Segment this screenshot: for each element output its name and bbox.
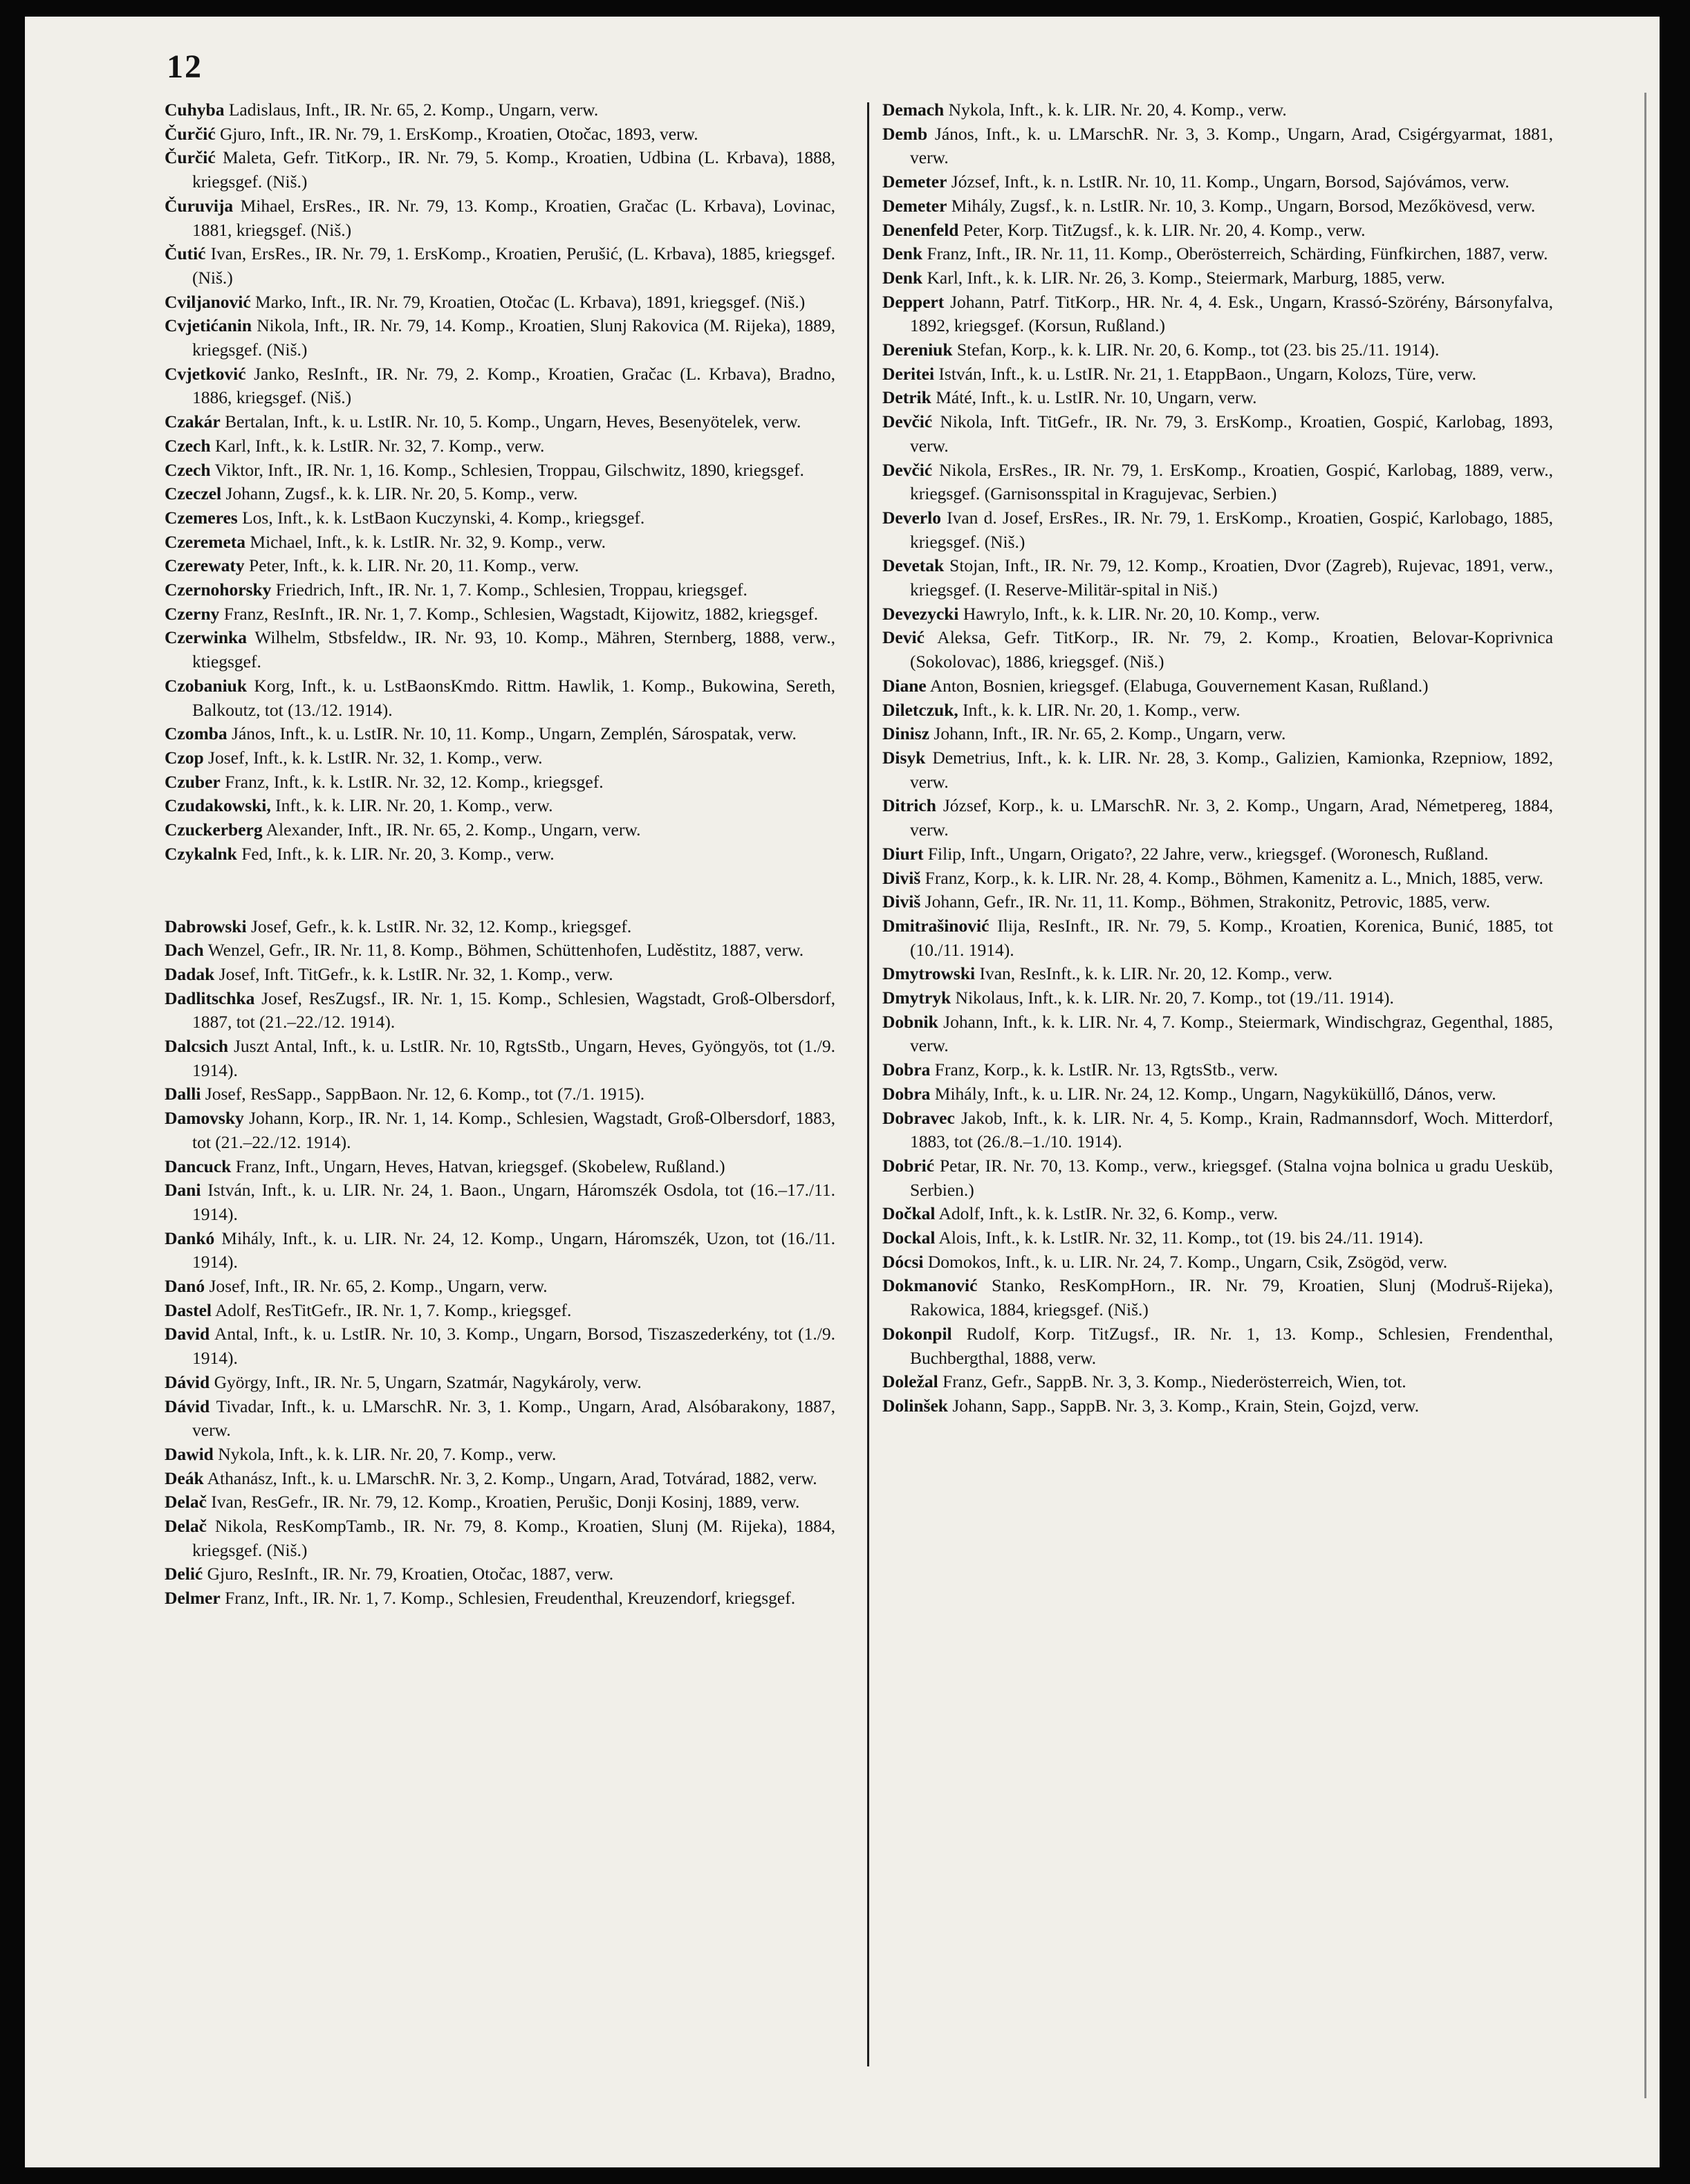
entry-surname: Czobaniuk [165,675,248,696]
entry-surname: Denk [882,267,923,288]
roll-entry [165,362,835,410]
roll-entry [882,219,1553,243]
roll-entry [165,722,835,746]
roll-entry [882,386,1553,410]
roll-entry [882,1010,1553,1058]
roll-entry [165,938,835,963]
entry-details: Filip, Inft., Ungarn, Origato?, 22 Jahre, verw., kriegsgef. (Woronesch, Rußland. [927,843,1489,864]
entry-details: Aleksa, Gefr. TitKorp., IR. Nr. 79, 2. Komp., Kroatien, Belovar-Koprivnica (Sokolovac), 1886, kriegsgef. (Niš.) [910,627,1554,672]
entry-details: Franz, Gefr., SappB. Nr. 3, 3. Komp., Niederösterreich, Wien, tot. [943,1371,1406,1392]
entry-details: Athanász, Inft., k. u. LMarschR. Nr. 3, 2. Komp., Ungarn, Arad, Totvárad, 1882, verw. [207,1468,817,1488]
entry-surname: Dobravec [882,1107,955,1128]
entry-details: Viktor, Inft., IR. Nr. 1, 16. Komp., Schlesien, Troppau, Gilschwitz, 1890, kriegsgef. [214,459,804,480]
entry-surname: Deritei [882,363,935,384]
roll-entry [882,506,1553,554]
entry-surname: Czudakowski, [165,795,271,816]
entry-surname: Dokonpil [882,1323,952,1344]
roll-entry [165,1371,835,1395]
entry-surname: Dach [165,940,204,961]
entry-surname: Demach [882,100,945,120]
entry-surname: Dadak [165,963,215,984]
entry-details: Máté, Inft., k. u. LstIR. Nr. 10, Ungarn, verw. [936,387,1257,408]
entry-surname: Cuhyba [165,100,225,120]
entry-surname: Czemeres [165,507,238,528]
roll-entry [165,963,835,987]
roll-entry [882,1322,1553,1370]
roll-entry [882,1058,1553,1082]
entry-surname: Dalcsich [165,1036,229,1057]
roll-entry [165,1035,835,1082]
entry-details: Franz, Inft., IR. Nr. 11, 11. Komp., Oberösterreich, Schärding, Fünfkirchen, 1887, verw. [927,243,1548,264]
entry-details: Tivadar, Inft., k. u. LMarschR. Nr. 3, 1. Komp., Ungarn, Arad, Alsóbarakony, 1887, verw. [192,1396,836,1441]
roll-entry [882,746,1553,794]
entry-surname: Demeter [882,172,947,192]
roll-entry [165,1275,835,1299]
roll-entry [165,314,835,362]
roll-entry [882,1107,1553,1154]
entry-details: Josef, ResSapp., SappBaon. Nr. 12, 6. Komp., tot (7./1. 1915). [205,1084,645,1104]
entry-surname: Dancuck [165,1156,232,1176]
roll-entry [882,410,1553,458]
roll-entry [882,626,1553,674]
roll-entry [165,554,835,578]
roll-entry [165,146,835,194]
entry-details: Nykola, Inft., k. k. LIR. Nr. 20, 7. Komp., verw. [218,1443,557,1464]
roll-entry [165,1082,835,1107]
entry-details: Los, Inft., k. k. LstBaon Kuczynski, 4. Komp., kriegsgef. [242,507,645,528]
roll-entry [882,602,1553,627]
entry-details: Josef, Inft. TitGefr., k. k. LstIR. Nr. 32, 1. Komp., verw. [219,963,613,984]
entry-details: Adolf, Inft., k. k. LstIR. Nr. 32, 6. Komp., verw. [938,1203,1279,1224]
roll-entry [165,290,835,315]
entry-details: Josef, Inft., k. k. LstIR. Nr. 32, 1. Komp., verw. [208,747,543,768]
roll-entry [882,1082,1553,1107]
roll-entry [165,530,835,555]
entry-surname: Diurt [882,843,924,864]
entry-details: Antal, Inft., k. u. LstIR. Nr. 10, 3. Komp., Ungarn, Borsod, Tiszaszederkény, tot (1./9. 1914). [192,1324,835,1369]
entry-details: Karl, Inft., k. k. LIR. Nr. 26, 3. Komp., Steiermark, Marburg, 1885, verw. [927,267,1445,288]
entry-details: József, Korp., k. u. LMarschR. Nr. 3, 2. Komp., Ungarn, Arad, Németpereg, 1884, verw. [910,795,1553,840]
roll-entry [165,434,835,459]
entry-details: Michael, Inft., k. k. LstIR. Nr. 32, 9. Komp., verw. [250,531,606,552]
entry-surname: Cvjetićanin [165,315,252,336]
entry-details: Ivan, ResGefr., IR. Nr. 79, 12. Komp., Kroatien, Perušic, Donji Kosinj, 1889, verw. [211,1492,800,1512]
entry-details: Alexander, Inft., IR. Nr. 65, 2. Komp., Ungarn, verw. [266,820,641,840]
entry-surname: Dawid [165,1443,214,1464]
roll-entry [882,266,1553,290]
page-edge-rule [1644,93,1646,2098]
entry-details: Friedrich, Inft., IR. Nr. 1, 7. Komp., Schlesien, Troppau, kriegsgef. [275,580,748,600]
roll-entry [882,986,1553,1010]
entry-details: Stanko, ResKompHorn., IR. Nr. 79, Kroatien, Slunj (Modruš-Rijeka), Rakowica, 1884, kriegsgef. (Niš.) [910,1275,1553,1320]
roll-entry [882,674,1553,698]
entry-surname: Damovsky [165,1108,244,1129]
entry-details: Petar, IR. Nr. 70, 13. Komp., verw., kriegsgef. (Stalna vojna bolnica u gradu Uesküb, Serbien.) [910,1155,1553,1200]
entry-surname: Dobnik [882,1011,938,1032]
entry-details: Maleta, Gefr. TitKorp., IR. Nr. 79, 5. Komp., Kroatien, Udbina (L. Krbava), 1888, kriegsgef. (Niš.) [192,147,836,192]
roll-entry [165,842,835,867]
entry-surname: Dócsi [882,1251,924,1272]
roll-entry [882,722,1553,746]
roll-entry [165,194,835,242]
entry-surname: Dmitrašinović [882,915,990,936]
entry-details: Fed, Inft., k. k. LIR. Nr. 20, 3. Komp., verw. [241,843,555,864]
roll-entry [882,1154,1553,1202]
roll-entry [882,914,1553,962]
entry-surname: Dević [882,627,925,648]
entry-details: Johann, Sapp., SappB. Nr. 3, 3. Komp., Krain, Stein, Gojzd, verw. [952,1395,1420,1416]
roll-entry [882,338,1553,362]
entry-surname: Dmytrowski [882,963,976,984]
entry-surname: Čurčić [165,123,216,144]
roll-entry [165,1178,835,1226]
roll-entry [165,1515,835,1562]
entry-details: Jakob, Inft., k. k. LIR. Nr. 4, 5. Komp., Krain, Radmannsdorf, Woch. Mitterdorf, 1883, tot (26./8.–1./10. 1914). [910,1107,1554,1152]
entry-details: György, Inft., IR. Nr. 5, Ungarn, Szatmár, Nagykároly, verw. [214,1371,642,1392]
entry-surname: Dinisz [882,723,930,744]
entry-surname: Čutić [165,243,206,264]
entry-surname: Deverlo [882,507,941,528]
roll-entry [165,1467,835,1491]
entry-surname: Czerewaty [165,555,245,576]
entry-surname: Demeter [882,195,947,216]
entry-details: Peter, Korp. TitZugsf., k. k. LIR. Nr. 20, 4. Komp., verw. [963,219,1366,240]
entry-details: Franz, Korp., k. k. LIR. Nr. 28, 4. Komp., Böhmen, Kamenitz a. L., Mnich, 1885, verw. [925,867,1543,888]
entry-surname: Čurčić [165,147,216,168]
entry-details: Stojan, Inft., IR. Nr. 79, 12. Komp., Kroatien, Dvor (Zagreb), Rujevac, 1891, verw., kriegsgef. (I. Reserve-Militär-spital in Niš.) [910,555,1553,600]
roll-entry [882,842,1553,867]
entry-surname: Dankó [165,1228,215,1248]
entry-details: Ivan, ErsRes., IR. Nr. 79, 1. ErsKomp., Kroatien, Perušić, (L. Krbava), 1885, kriegsgef. (Niš.) [192,243,835,288]
entry-details: Karl, Inft., k. k. LstIR. Nr. 32, 7. Komp., verw. [214,435,545,456]
entry-details: Nikola, Inft., IR. Nr. 79, 14. Komp., Kroatien, Slunj Rakovica (M. Rijeka), 1889, kriegsgef. (Niš.) [192,315,836,360]
entry-details: Adolf, ResTitGefr., IR. Nr. 1, 7. Komp., kriegsgef. [214,1299,572,1320]
entry-surname: Denenfeld [882,219,959,240]
entry-details: Korg, Inft., k. u. LstBaonsKmdo. Rittm. Hawlik, 1. Komp., Bukowina, Sereth, Balkoutz, tot (13./12. 1914). [192,675,835,720]
entry-surname: Czuckerberg [165,820,263,840]
entry-surname: Dočkal [882,1203,936,1224]
entry-details: Josef, ResZugsf., IR. Nr. 1, 15. Komp., Schlesien, Wagstadt, Groß-Olbersdorf, 1887, tot (21.–22./12. 1914). [192,988,836,1033]
entry-details: Johann, Zugsf., k. k. LIR. Nr. 20, 5. Komp., verw. [225,483,578,504]
entry-surname: Dobrić [882,1155,935,1176]
entry-details: Josef, Inft., IR. Nr. 65, 2. Komp., Ungarn, verw. [209,1276,548,1297]
entry-surname: Cviljanović [165,291,251,312]
roll-entry [882,1226,1553,1250]
roll-entry [882,962,1553,986]
roll-entry [165,770,835,795]
entry-surname: Dani [165,1180,201,1201]
entry-surname: Dávid [165,1396,210,1416]
roll-entry [165,987,835,1035]
roll-entry [165,1299,835,1323]
roll-entry [882,867,1553,891]
entry-surname: Diviš [882,891,921,912]
entry-details: Johann, Gefr., IR. Nr. 11, 11. Komp., Böhmen, Strakonitz, Petrovic, 1885, verw. [925,891,1490,912]
entry-details: Hawrylo, Inft., k. k. LIR. Nr. 20, 10. Komp., verw. [963,603,1320,624]
roll-entry [882,1202,1553,1226]
entry-details: Wenzel, Gefr., IR. Nr. 11, 8. Komp., Böhmen, Schüttenhofen, Luděstitz, 1887, verw. [207,940,804,961]
entry-details: János, Inft., k. u. LstIR. Nr. 10, 11. Komp., Ungarn, Zemplén, Sárospatak, verw. [232,723,797,744]
entry-surname: Delač [165,1492,207,1512]
entry-surname: Dockal [882,1228,936,1248]
entry-details: Anton, Bosnien, kriegsgef. (Elabuga, Gouvernement Kasan, Rußland.) [929,675,1429,696]
roll-entry [165,1395,835,1443]
entry-details: Johann, Patrf. TitKorp., HR. Nr. 4, 4. Esk., Ungarn, Krassó-Szörény, Bársonyfalva, 1892, kriegsgef. (Korsun, Rußland.) [910,291,1554,336]
entry-surname: Deppert [882,291,945,312]
entry-surname: Disyk [882,747,926,768]
roll-entry [882,1250,1553,1275]
roll-entry [165,578,835,602]
entry-surname: Devezycki [882,603,959,624]
entry-surname: Dadlitschka [165,988,255,1008]
entry-surname: Czomba [165,723,228,744]
entry-surname: Dabrowski [165,916,247,936]
entry-details: Nikola, ResKompTamb., IR. Nr. 79, 8. Komp., Kroatien, Slunj (M. Rijeka), 1884, kriegsgef. (Niš.) [192,1516,836,1560]
entry-surname: Denk [882,243,923,264]
roll-entry [882,1370,1553,1394]
roll-entry [165,818,835,842]
roll-entry [165,674,835,722]
entry-surname: Dalli [165,1084,201,1104]
roll-entry [882,794,1553,842]
entry-surname: Czech [165,435,211,456]
entry-surname: Delač [165,1516,207,1537]
entry-details: Mihály, Zugsf., k. n. LstIR. Nr. 10, 3. Komp., Ungarn, Borsod, Mezőkövesd, verw. [951,195,1536,216]
entry-surname: Czuber [165,771,221,792]
entry-surname: Delmer [165,1588,221,1609]
entry-surname: Delić [165,1564,203,1584]
entry-details: Johann, Inft., IR. Nr. 65, 2. Komp., Ungarn, verw. [934,723,1286,744]
roll-entry [882,242,1553,266]
entry-surname: Czeremeta [165,531,246,552]
roll-entry [882,554,1553,602]
entry-details: Domokos, Inft., k. u. LIR. Nr. 24, 7. Komp., Ungarn, Csik, Zsögöd, verw. [927,1251,1448,1272]
entry-details: Mihály, Inft., k. u. LIR. Nr. 24, 12. Komp., Ungarn, Háromszék, Uzon, tot (16./11. 1914). [192,1228,836,1273]
right-column [882,98,1553,1418]
entry-surname: Dokmanović [882,1275,978,1296]
roll-entry [165,98,835,122]
roll-entry [882,98,1553,122]
entry-surname: Czykalnk [165,843,237,864]
entry-surname: Czakár [165,411,221,432]
entry-surname: Devetak [882,555,945,576]
entry-surname: Devčić [882,411,933,432]
roll-entry [165,1155,835,1179]
entry-details: Johann, Korp., IR. Nr. 1, 14. Komp., Schlesien, Wagstadt, Groß-Olbersdorf, 1883, tot (21.–22./12. 1914). [192,1108,836,1152]
roll-entry [165,1443,835,1467]
roll-entry [882,362,1553,387]
entry-surname: Diane [882,675,927,696]
entry-details: Demetrius, Inft., k. k. LIR. Nr. 28, 3. Komp., Galizien, Kamionka, Rzepniow, 1892, verw. [910,747,1553,792]
entry-details: Ilija, ResInft., IR. Nr. 79, 5. Komp., Kroatien, Korenica, Bunić, 1885, tot (10./11. 1914). [910,915,1553,960]
entry-surname: Czernohorsky [165,580,272,600]
entry-surname: Czeczel [165,483,222,504]
entry-surname: Czerny [165,603,220,624]
entry-surname: Diletczuk, [882,699,958,720]
entry-details: Nikolaus, Inft., k. k. LIR. Nr. 20, 7. Komp., tot (19./11. 1914). [955,988,1394,1008]
entry-details: Ivan, ResInft., k. k. LIR. Nr. 20, 12. Komp., verw. [979,963,1332,984]
entry-details: Wilhelm, Stbsfeldw., IR. Nr. 93, 10. Komp., Mähren, Sternberg, 1888, verw., ktiegsgef. [192,627,835,672]
entry-details: Franz, Inft., IR. Nr. 1, 7. Komp., Schlesien, Freudenthal, Kreuzendorf, kriegsgef. [225,1588,796,1609]
entry-details: Nikola, Inft. TitGefr., IR. Nr. 79, 3. ErsKomp., Kroatien, Gospić, Karlobag, 1893, verw. [910,411,1554,456]
entry-details: Gjuro, Inft., IR. Nr. 79, 1. ErsKomp., Kroatien, Otočac, 1893, verw. [220,123,698,144]
entry-surname: Dobra [882,1083,931,1104]
entry-details: Franz, ResInft., IR. Nr. 1, 7. Komp., Schlesien, Wagstadt, Kijowitz, 1882, kriegsgef. [223,603,819,624]
column-divider [867,102,869,2066]
entry-surname: Deák [165,1468,204,1488]
roll-entry [882,290,1553,338]
roll-entry [165,794,835,818]
entry-surname: Danó [165,1276,205,1297]
roll-entry [882,698,1553,723]
roll-entry [165,506,835,530]
entry-details: Johann, Inft., k. k. LIR. Nr. 4, 7. Komp., Steiermark, Windischgraz, Gegenthal, 1885, verw. [910,1011,1553,1056]
roll-entry [882,890,1553,914]
roll-entry [165,122,835,147]
roll-entry [165,602,835,627]
entry-surname: Diviš [882,867,921,888]
entry-surname: Dastel [165,1299,212,1320]
entry-details: József, Inft., k. n. LstIR. Nr. 10, 11. Komp., Ungarn, Borsod, Sajóvámos, verw. [951,172,1510,192]
entry-surname: Cvjetković [165,363,246,384]
roll-entry [165,1490,835,1515]
entry-details: Nikola, ErsRes., IR. Nr. 79, 1. ErsKomp., Kroatien, Gospić, Karlobag, 1889, verw., kriegsgef. (Garnisonsspital in Kragujevac, Serbien.) [910,459,1554,504]
entry-details: Inft., k. k. LIR. Nr. 20, 1. Komp., verw. [963,699,1241,720]
roll-entry [165,242,835,290]
entry-details: Inft., k. k. LIR. Nr. 20, 1. Komp., verw. [275,795,553,816]
entry-details: Peter, Inft., k. k. LIR. Nr. 20, 11. Komp., verw. [249,555,579,576]
roll-entry [165,1227,835,1275]
entry-surname: Czerwinka [165,627,247,648]
roll-entry [165,1586,835,1611]
entry-details: Juszt Antal, Inft., k. u. LstIR. Nr. 10, RgtsStb., Ungarn, Heves, Gyöngyös, tot (1./9. 1914). [192,1036,836,1080]
entry-surname: Czop [165,747,204,768]
entry-surname: Dolinšek [882,1395,948,1416]
entry-surname: Dobra [882,1059,931,1080]
document-page [25,17,1660,2167]
entry-details: Bertalan, Inft., k. u. LstIR. Nr. 10, 5. Komp., Ungarn, Heves, Besenyötelek, verw. [225,411,801,432]
entry-details: János, Inft., k. u. LMarschR. Nr. 3, 3. Komp., Ungarn, Arad, Csigérgyarmat, 1881, verw. [910,123,1554,168]
roll-entry [882,194,1553,219]
entry-details: Franz, Inft., k. k. LstIR. Nr. 32, 12. Komp., kriegsgef. [225,771,604,792]
left-column [165,98,835,1611]
section-gap [165,867,835,915]
entry-details: Ivan d. Josef, ErsRes., IR. Nr. 79, 1. ErsKomp., Kroatien, Gospić, Karlobago, 1885, kriegsgef. (Niš.) [910,507,1553,552]
roll-entry [165,1562,835,1586]
entry-surname: Czech [165,459,211,480]
roll-entry [165,482,835,506]
entry-details: Franz, Korp., k. k. LstIR. Nr. 13, RgtsStb., verw. [934,1059,1279,1080]
entry-surname: Dereniuk [882,340,953,360]
roll-entry [165,915,835,939]
entry-surname: Devčić [882,459,933,480]
entry-surname: Doležal [882,1371,938,1392]
entry-surname: Čuruvija [165,195,234,216]
roll-entry [882,459,1553,506]
roll-entry [165,626,835,674]
entry-surname: Ditrich [882,795,936,816]
entry-details: Franz, Inft., Ungarn, Heves, Hatvan, kriegsgef. (Skobelew, Rußland.) [235,1156,725,1176]
entry-details: Josef, Gefr., k. k. LstIR. Nr. 32, 12. Komp., kriegsgef. [250,916,632,936]
entry-surname: Detrik [882,387,931,408]
entry-details: István, Inft., k. u. LstIR. Nr. 21, 1. EtappBaon., Ungarn, Kolozs, Türe, verw. [938,363,1477,384]
roll-entry [165,746,835,770]
page-number: 12 [167,48,203,85]
entry-details: Ladislaus, Inft., IR. Nr. 65, 2. Komp., Ungarn, verw. [228,100,599,120]
entry-surname: Dmytryk [882,988,951,1008]
entry-details: Rudolf, Korp. TitZugsf., IR. Nr. 1, 13. Komp., Schlesien, Frendenthal, Buchbergthal, 1888, verw. [910,1323,1553,1368]
entry-details: Mihály, Inft., k. u. LIR. Nr. 24, 12. Komp., Ungarn, Nagyküküllő, Dános, verw. [934,1083,1496,1104]
roll-entry [882,122,1553,170]
roll-entry [882,170,1553,194]
entry-details: Mihael, ErsRes., IR. Nr. 79, 13. Komp., Kroatien, Gračac (L. Krbava), Lovinac, 1881, kriegsgef. (Niš.) [192,195,836,240]
entry-surname: David [165,1324,210,1344]
entry-details: István, Inft., k. u. LIR. Nr. 24, 1. Baon., Ungarn, Háromszék Osdola, tot (16.–17./11. 1914). [192,1180,835,1224]
roll-entry [165,1322,835,1370]
entry-surname: Dávid [165,1371,210,1392]
entry-details: Gjuro, ResInft., IR. Nr. 79, Kroatien, Otočac, 1887, verw. [207,1564,614,1584]
entry-details: Alois, Inft., k. k. LstIR. Nr. 32, 11. Komp., tot (19. bis 24./11. 1914). [938,1228,1424,1248]
roll-entry [882,1394,1553,1418]
entry-details: Marko, Inft., IR. Nr. 79, Kroatien, Otočac (L. Krbava), 1891, kriegsgef. (Niš.) [255,291,806,312]
entry-surname: Demb [882,123,928,144]
entry-details: Nykola, Inft., k. k. LIR. Nr. 20, 4. Komp., verw. [948,100,1287,120]
roll-entry [165,459,835,483]
roll-entry [882,1274,1553,1322]
entry-details: Janko, ResInft., IR. Nr. 79, 2. Komp., Kroatien, Gračac (L. Krbava), Bradno, 1886, kriegsgef. (Niš.) [192,363,836,408]
roll-entry [165,410,835,434]
roll-entry [165,1107,835,1154]
entry-details: Stefan, Korp., k. k. LIR. Nr. 20, 6. Komp., tot (23. bis 25./11. 1914). [956,340,1440,360]
